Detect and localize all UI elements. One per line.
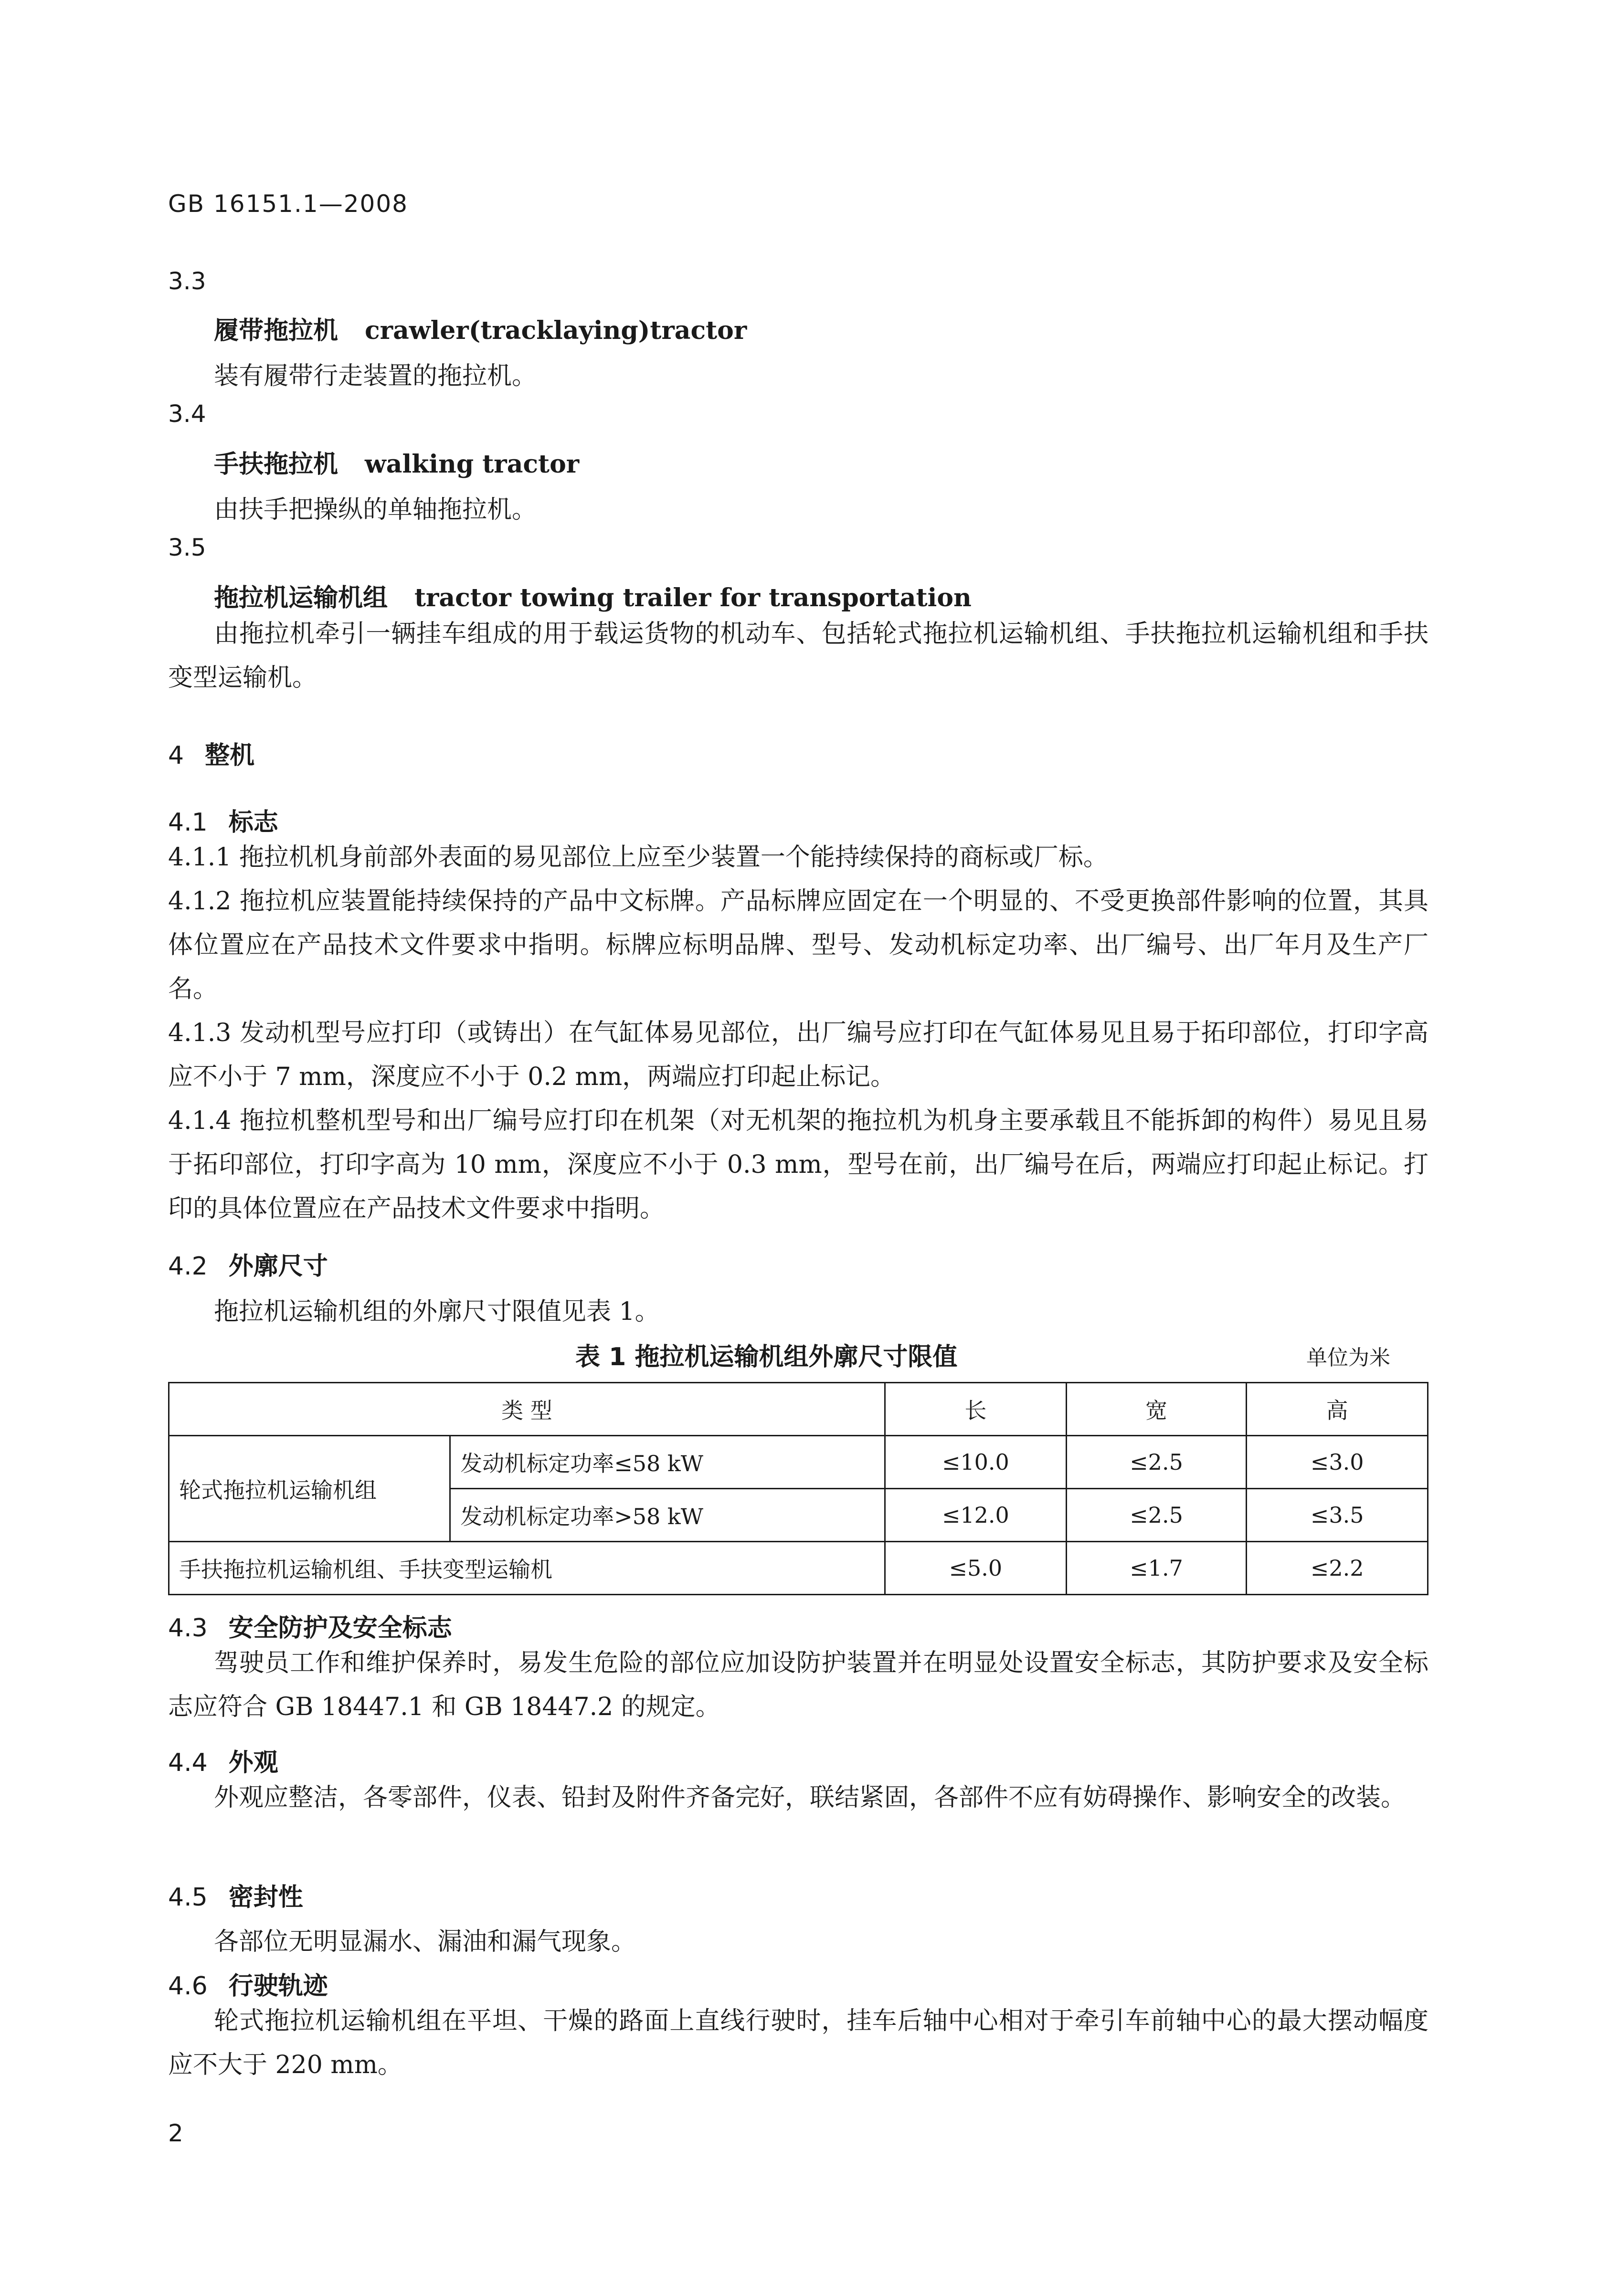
term-3-4 xyxy=(214,444,579,480)
table-header-row xyxy=(169,1383,1428,1436)
table-1-unit: 单位为米 xyxy=(1306,1346,1390,1370)
section-4-1-heading xyxy=(168,802,278,838)
table-1-caption: 表 1 拖拉机运输机组外廓尺寸限值 xyxy=(575,1343,958,1371)
section-4-4-body: 外观应整洁，各零部件，仪表、铅封及附件齐备完好，联结紧固，各部件不应有妨碍操作、影响安全的改装。 xyxy=(214,1783,1406,1812)
term-3-3 xyxy=(214,310,747,346)
section-4-2-title: 外廓尺寸 xyxy=(228,1252,328,1281)
term-3-4-zh: 手扶拖拉机 xyxy=(214,450,339,479)
section-4-3-body: 驾驶员工作和维护保养时，易发生危险的部位应加设防护装置并在明显处设置安全标志，其防护要求及安全标志应符合 GB 18447.1 和 GB 18447.2 的规定。 xyxy=(168,1649,1428,1721)
cell-height: ≤3.0 xyxy=(1247,1436,1428,1489)
cell-length: ≤12.0 xyxy=(885,1489,1066,1542)
cell-width: ≤2.5 xyxy=(1066,1489,1247,1542)
term-number-3-3: 3.3 xyxy=(168,267,206,295)
header-width: 宽 xyxy=(1066,1383,1247,1436)
section-4-4-heading xyxy=(168,1742,278,1778)
term-3-5-zh: 拖拉机运输机组 xyxy=(214,584,388,612)
clause-4-1-2: 4.1.2 拖拉机应装置能持续保持的产品中文标牌。产品标牌应固定在一个明显的、不受更换部件影响的位置，其具体位置应在产品技术文件要求中指明。标牌应标明品牌、型号、发动机标定功率、出厂编号、出厂年月及生产厂名。 xyxy=(168,887,1428,1003)
term-3-3-en: crawler(tracklaying)tractor xyxy=(365,316,747,345)
term-number-3-4: 3.4 xyxy=(168,400,206,428)
section-4-5-body: 各部位无明显漏水、漏油和漏气现象。 xyxy=(214,1927,636,1956)
section-4-3-number: 4.3 xyxy=(168,1614,208,1643)
section-4-2-body: 拖拉机运输机组的外廓尺寸限值见表 1。 xyxy=(214,1297,660,1326)
cell-length: ≤5.0 xyxy=(885,1542,1066,1595)
cell-height: ≤2.2 xyxy=(1247,1542,1428,1595)
section-4-4-title: 外观 xyxy=(228,1748,278,1777)
cell-height: ≤3.5 xyxy=(1247,1489,1428,1542)
section-4-1-number: 4.1 xyxy=(168,808,208,837)
standard-number: GB 16151.1—2008 xyxy=(168,190,408,218)
header-type: 类 型 xyxy=(169,1383,885,1436)
row-condition: 发动机标定功率≤58 kW xyxy=(450,1436,885,1489)
cell-width: ≤1.7 xyxy=(1066,1542,1247,1595)
section-4-6-body: 轮式拖拉机运输机组在平坦、干燥的路面上直线行驶时，挂车后轴中心相对于牵引车前轴中心的最大摆动幅度应不大于 220 mm。 xyxy=(168,2007,1428,2079)
term-3-4-definition: 由扶手把操纵的单轴拖拉机。 xyxy=(214,495,537,524)
term-3-4-en: walking tractor xyxy=(365,450,580,479)
section-4-6-heading xyxy=(168,1966,328,2001)
page-number: 2 xyxy=(168,2119,183,2147)
section-4-1-title: 标志 xyxy=(228,808,278,837)
section-4-3-heading xyxy=(168,1608,452,1643)
term-number-3-5: 3.5 xyxy=(168,534,206,561)
section-4-2-heading xyxy=(168,1246,328,1282)
term-3-5-en: tractor towing trailer for transportation xyxy=(414,583,972,612)
section-4-5-title: 密封性 xyxy=(228,1883,303,1912)
section-4-6-number: 4.6 xyxy=(168,1972,208,2001)
row-group-wheeled: 轮式拖拉机运输机组 xyxy=(169,1436,450,1542)
section-4-6-title: 行驶轨迹 xyxy=(228,1972,328,2001)
table-row xyxy=(169,1542,1428,1595)
table-row xyxy=(169,1436,1428,1489)
term-3-3-zh: 履带拖拉机 xyxy=(214,316,339,345)
section-4-3-title: 安全防护及安全标志 xyxy=(228,1614,452,1643)
section-4-4-number: 4.4 xyxy=(168,1748,208,1777)
row-condition: 发动机标定功率>58 kW xyxy=(450,1489,885,1542)
section-4-number: 4 xyxy=(168,741,184,770)
header-height: 高 xyxy=(1247,1383,1428,1436)
section-4-5-number: 4.5 xyxy=(168,1883,208,1912)
term-3-3-definition: 装有履带行走装置的拖拉机。 xyxy=(214,362,537,390)
section-4-5-heading xyxy=(168,1877,303,1913)
cell-width: ≤2.5 xyxy=(1066,1436,1247,1489)
cell-length: ≤10.0 xyxy=(885,1436,1066,1489)
section-4-2-number: 4.2 xyxy=(168,1252,208,1281)
section-4-heading xyxy=(168,735,254,771)
term-3-5-definition: 由拖拉机牵引一辆挂车组成的用于载运货物的机动车、包括轮式拖拉机运输机组、手扶拖拉机运输机组和手扶变型运输机。 xyxy=(168,620,1428,692)
clause-4-1-3: 4.1.3 发动机型号应打印（或铸出）在气缸体易见部位，出厂编号应打印在气缸体易见且易于拓印部位，打印字高应不小于 7 mm，深度应不小于 0.2 mm，两端应打印起止标记。 xyxy=(168,1019,1428,1091)
header-length: 长 xyxy=(885,1383,1066,1436)
section-4-title: 整机 xyxy=(205,741,255,770)
row-walking-type: 手扶拖拉机运输机组、手扶变型运输机 xyxy=(169,1542,885,1595)
clause-4-1-4: 4.1.4 拖拉机整机型号和出厂编号应打印在机架（对无机架的拖拉机为机身主要承载且不能拆卸的构件）易见且易于拓印部位，打印字高为 10 mm，深度应不小于 0.3 mm，型号在前，出厂编号在后，两端应打印起止标记。打印的具体位置应在产品技术文件要求中指明。 xyxy=(168,1106,1428,1223)
term-3-5 xyxy=(214,578,972,613)
table-1 xyxy=(168,1382,1428,1595)
clause-4-1-1: 4.1.1 拖拉机机身前部外表面的易见部位上应至少装置一个能持续保持的商标或厂标。 xyxy=(168,843,1108,872)
